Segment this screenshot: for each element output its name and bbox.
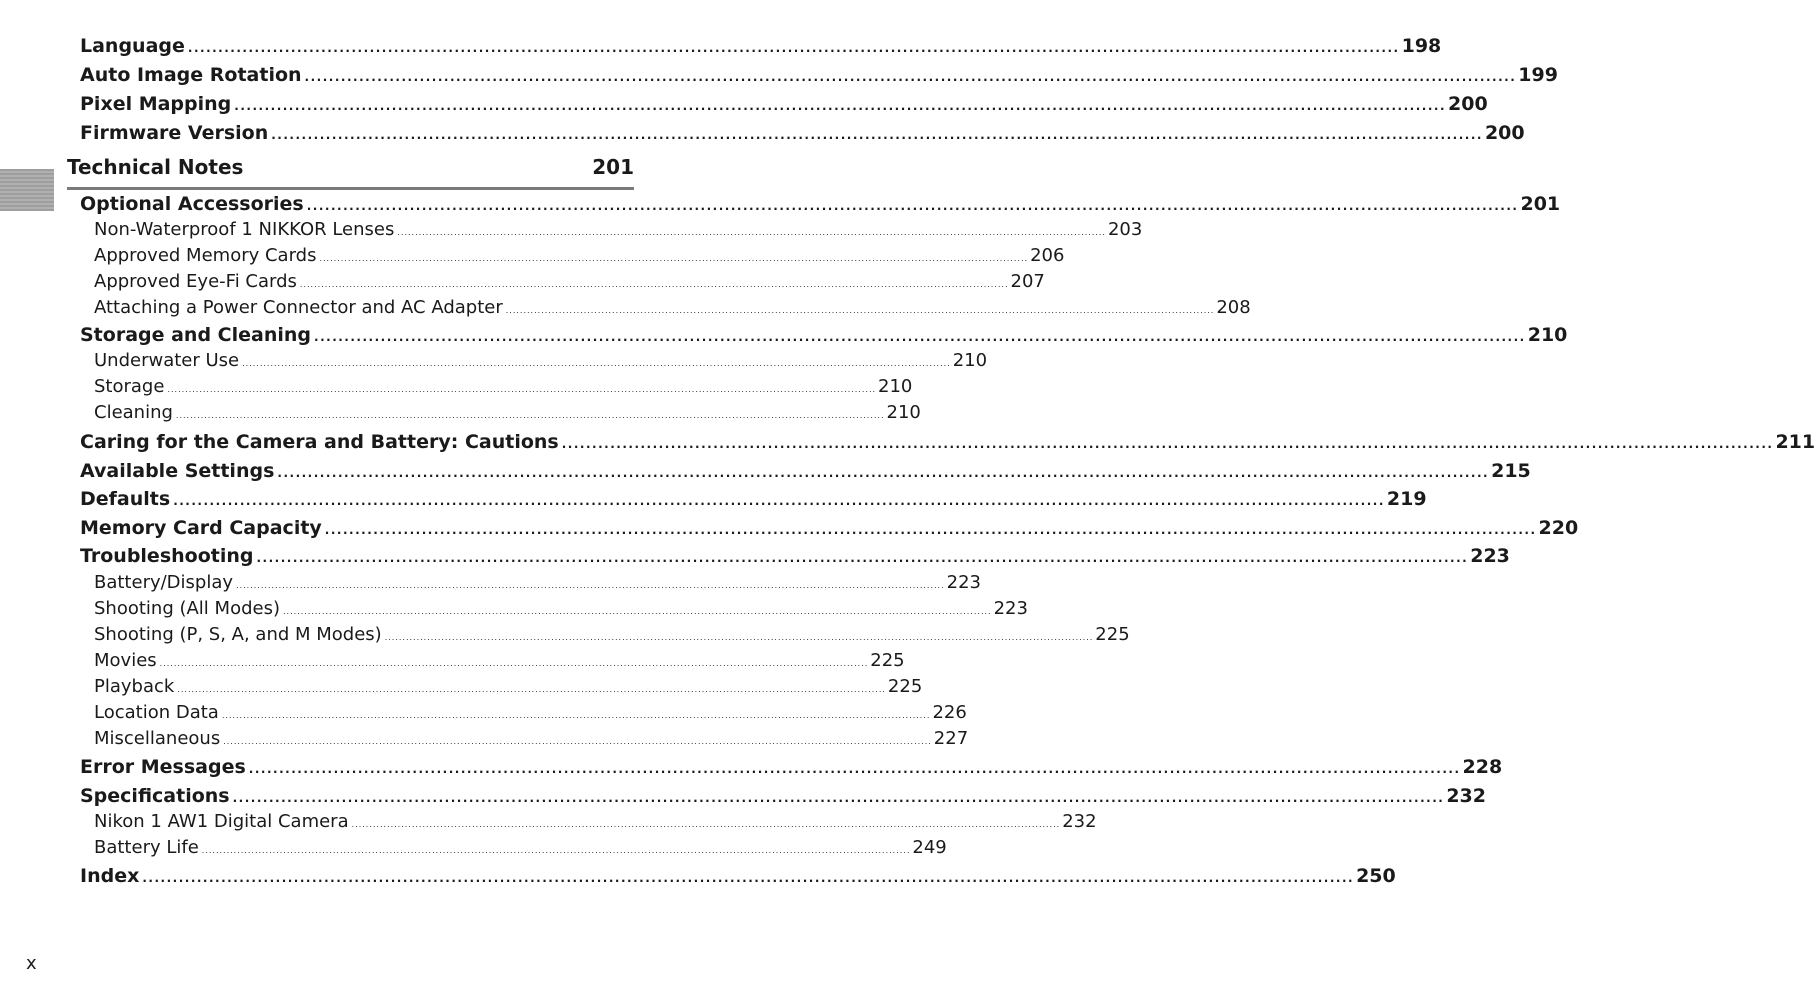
toc-entry-page: 210 [886, 402, 921, 423]
toc-entry-title: Battery Life [94, 837, 199, 858]
toc-entry-title: Location Data [94, 702, 219, 723]
toc-entry[interactable] [80, 785, 1486, 807]
toc-entry-title: Shooting (P, S, A, and M Modes) [94, 624, 382, 645]
toc-entry[interactable] [94, 350, 988, 371]
toc-entry-page: 220 [1538, 517, 1579, 539]
dot-leader: ........................................................................................................................................................................................................ [397, 228, 1106, 237]
toc-entry-title: Pixel Mapping [80, 93, 232, 115]
toc-entry-page: 232 [1446, 785, 1486, 807]
toc-entry[interactable] [94, 271, 1045, 292]
toc-entry[interactable] [94, 402, 921, 423]
toc-entry[interactable] [94, 650, 905, 671]
page-folio: x [26, 953, 37, 974]
dot-leader: ........................................................................................................................................................................................................ [232, 791, 1445, 805]
dot-leader: ........................................................................................................................................................................................................ [248, 762, 1461, 776]
toc-entry-page: 228 [1462, 756, 1503, 778]
toc-entry[interactable] [94, 728, 969, 749]
toc-entry-title: Non-Waterproof 1 NIKKOR Lenses [94, 219, 395, 240]
toc-entry-title: Language [80, 35, 185, 57]
toc-entry-title: Defaults [80, 488, 171, 510]
dot-leader: ........................................................................................................................................................................................................ [351, 820, 1061, 829]
dot-leader: ........................................................................................................................................................................................................ [223, 737, 932, 746]
dot-leader: ........................................................................................................................................................................................................ [314, 330, 1526, 344]
toc-entry-page: 210 [1527, 324, 1568, 346]
toc-entry-title: Nikon 1 AW1 Digital Camera [94, 811, 349, 832]
dot-leader: ........................................................................................................................................................................................................ [201, 846, 911, 855]
toc-entry-title: Attaching a Power Connector and AC Adapter [94, 297, 503, 318]
toc-entry[interactable] [80, 460, 1531, 482]
toc-entry-page: 211 [1775, 431, 1815, 453]
toc-entry-title: Auto Image Rotation [80, 64, 302, 86]
dot-leader: ........................................................................................................................................................................................................ [187, 41, 1400, 55]
dot-leader: ........................................................................................................................................................................................................ [221, 711, 931, 720]
dot-leader: ........................................................................................................................................................................................................ [175, 411, 885, 420]
toc-entry-title: Storage [94, 376, 165, 397]
dot-leader: ........................................................................................................................................................................................................ [256, 551, 1469, 565]
toc-entry-page: 249 [912, 837, 947, 858]
dot-leader: ........................................................................................................................................................................................................ [277, 466, 1490, 480]
dot-leader: ........................................................................................................................................................................................................ [173, 494, 1385, 508]
toc-entry[interactable] [80, 488, 1427, 510]
dot-leader: ........................................................................................................................................................................................................ [561, 437, 1774, 451]
toc-entry-page: 225 [887, 676, 923, 697]
toc-entry-title: Firmware Version [80, 122, 269, 144]
toc-entry-page: 219 [1386, 488, 1427, 510]
toc-entry[interactable] [94, 572, 981, 593]
toc-entry[interactable] [94, 245, 1065, 266]
section-title: Technical Notes [67, 155, 244, 179]
toc-entry[interactable] [80, 756, 1503, 778]
toc-entry-page: 200 [1448, 93, 1488, 115]
dot-leader: ........................................................................................................................................................................................................ [236, 581, 945, 590]
dot-leader: ........................................................................................................................................................................................................ [159, 659, 869, 668]
toc-entry-page: 227 [933, 728, 969, 749]
toc-entry-page: 199 [1518, 64, 1558, 86]
toc-entry-title: Caring for the Camera and Battery: Cautions [80, 431, 559, 453]
toc-entry[interactable] [80, 193, 1561, 215]
dot-leader: ........................................................................................................................................................................................................ [142, 871, 1355, 885]
toc-entry-title: Cleaning [94, 402, 173, 423]
toc-entry-title: Error Messages [80, 756, 246, 778]
toc-entry-page: 200 [1484, 122, 1525, 144]
dot-leader: ........................................................................................................................................................................................................ [234, 99, 1446, 113]
toc-entry-page: 232 [1062, 811, 1097, 832]
toc-entry-page: 203 [1107, 219, 1143, 240]
toc-entry[interactable] [94, 811, 1097, 832]
toc-entry[interactable] [80, 35, 1442, 57]
toc-entry-title: Approved Eye-Fi Cards [94, 271, 297, 292]
toc-entry-title: Available Settings [80, 460, 275, 482]
toc-entry-title: Underwater Use [94, 350, 240, 371]
dot-leader: ........................................................................................................................................................................................................ [324, 523, 1537, 537]
toc-entry-page: 215 [1491, 460, 1531, 482]
section-tab-marker [0, 169, 54, 211]
dot-leader: ........................................................................................................................................................................................................ [271, 128, 1483, 142]
dot-leader: ........................................................................................................................................................................................................ [505, 306, 1215, 315]
toc-entry[interactable] [80, 517, 1579, 539]
toc-entry[interactable] [94, 837, 947, 858]
toc-entry[interactable] [80, 431, 1815, 453]
toc-entry-page: 223 [993, 598, 1028, 619]
dot-leader: ........................................................................................................................................................................................................ [319, 254, 1029, 263]
toc-entry-title: Miscellaneous [94, 728, 221, 749]
toc-entry[interactable] [94, 676, 923, 697]
toc-entry[interactable] [94, 624, 1130, 645]
dot-leader: ........................................................................................................................................................................................................ [384, 633, 1094, 642]
dot-leader: ........................................................................................................................................................................................................ [282, 607, 992, 616]
toc-entry-page: 198 [1401, 35, 1442, 57]
toc-entry-title: Movies [94, 650, 157, 671]
toc-entry-page: 226 [932, 702, 967, 723]
toc-entry[interactable] [94, 376, 913, 397]
toc-entry-title: Playback [94, 676, 175, 697]
toc-entry-page: 250 [1356, 865, 1396, 887]
toc-entry-page: 210 [878, 376, 913, 397]
toc-entry-title: Storage and Cleaning [80, 324, 312, 346]
toc-entry[interactable] [80, 64, 1558, 86]
toc-entry-page: 201 [1520, 193, 1561, 215]
toc-entry-page: 225 [1095, 624, 1130, 645]
toc-entry-title: Shooting (All Modes) [94, 598, 280, 619]
dot-leader: ........................................................................................................................................................................................................ [242, 359, 951, 368]
toc-entry-page: 208 [1216, 297, 1251, 318]
toc-entry-page: 223 [946, 572, 981, 593]
toc-entry-title: Index [80, 865, 140, 887]
toc-entry[interactable] [80, 545, 1510, 567]
dot-leader: ........................................................................................................................................................................................................ [177, 685, 886, 694]
toc-entry-page: 207 [1010, 271, 1045, 292]
toc-entry[interactable] [94, 297, 1251, 318]
toc-entry[interactable] [80, 122, 1525, 144]
toc-entry[interactable] [94, 702, 967, 723]
toc-entry[interactable] [94, 598, 1028, 619]
toc-entry-title: Optional Accessories [80, 193, 304, 215]
toc-entry-title: Approved Memory Cards [94, 245, 317, 266]
toc-entry-page: 225 [870, 650, 905, 671]
dot-leader: ........................................................................................................................................................................................................ [299, 280, 1009, 289]
toc-entry[interactable] [94, 219, 1143, 240]
toc-entry-page: 206 [1030, 245, 1065, 266]
toc-entry-title: Battery/Display [94, 572, 234, 593]
toc-entry-title: Troubleshooting [80, 545, 254, 567]
toc-entry-page: 223 [1470, 545, 1510, 567]
dot-leader: ........................................................................................................................................................................................................ [167, 385, 877, 394]
toc-entry-title: Specifications [80, 785, 230, 807]
toc-entry[interactable] [80, 93, 1488, 115]
toc-entry[interactable] [80, 324, 1568, 346]
dot-leader: ........................................................................................................................................................................................................ [304, 70, 1517, 84]
toc-entry-page: 210 [952, 350, 988, 371]
section-page-number: 201 [592, 155, 634, 179]
toc-entry[interactable] [80, 865, 1396, 887]
dot-leader: ........................................................................................................................................................................................................ [306, 199, 1519, 213]
section-heading[interactable] [67, 155, 634, 190]
toc-entry-title: Memory Card Capacity [80, 517, 322, 539]
